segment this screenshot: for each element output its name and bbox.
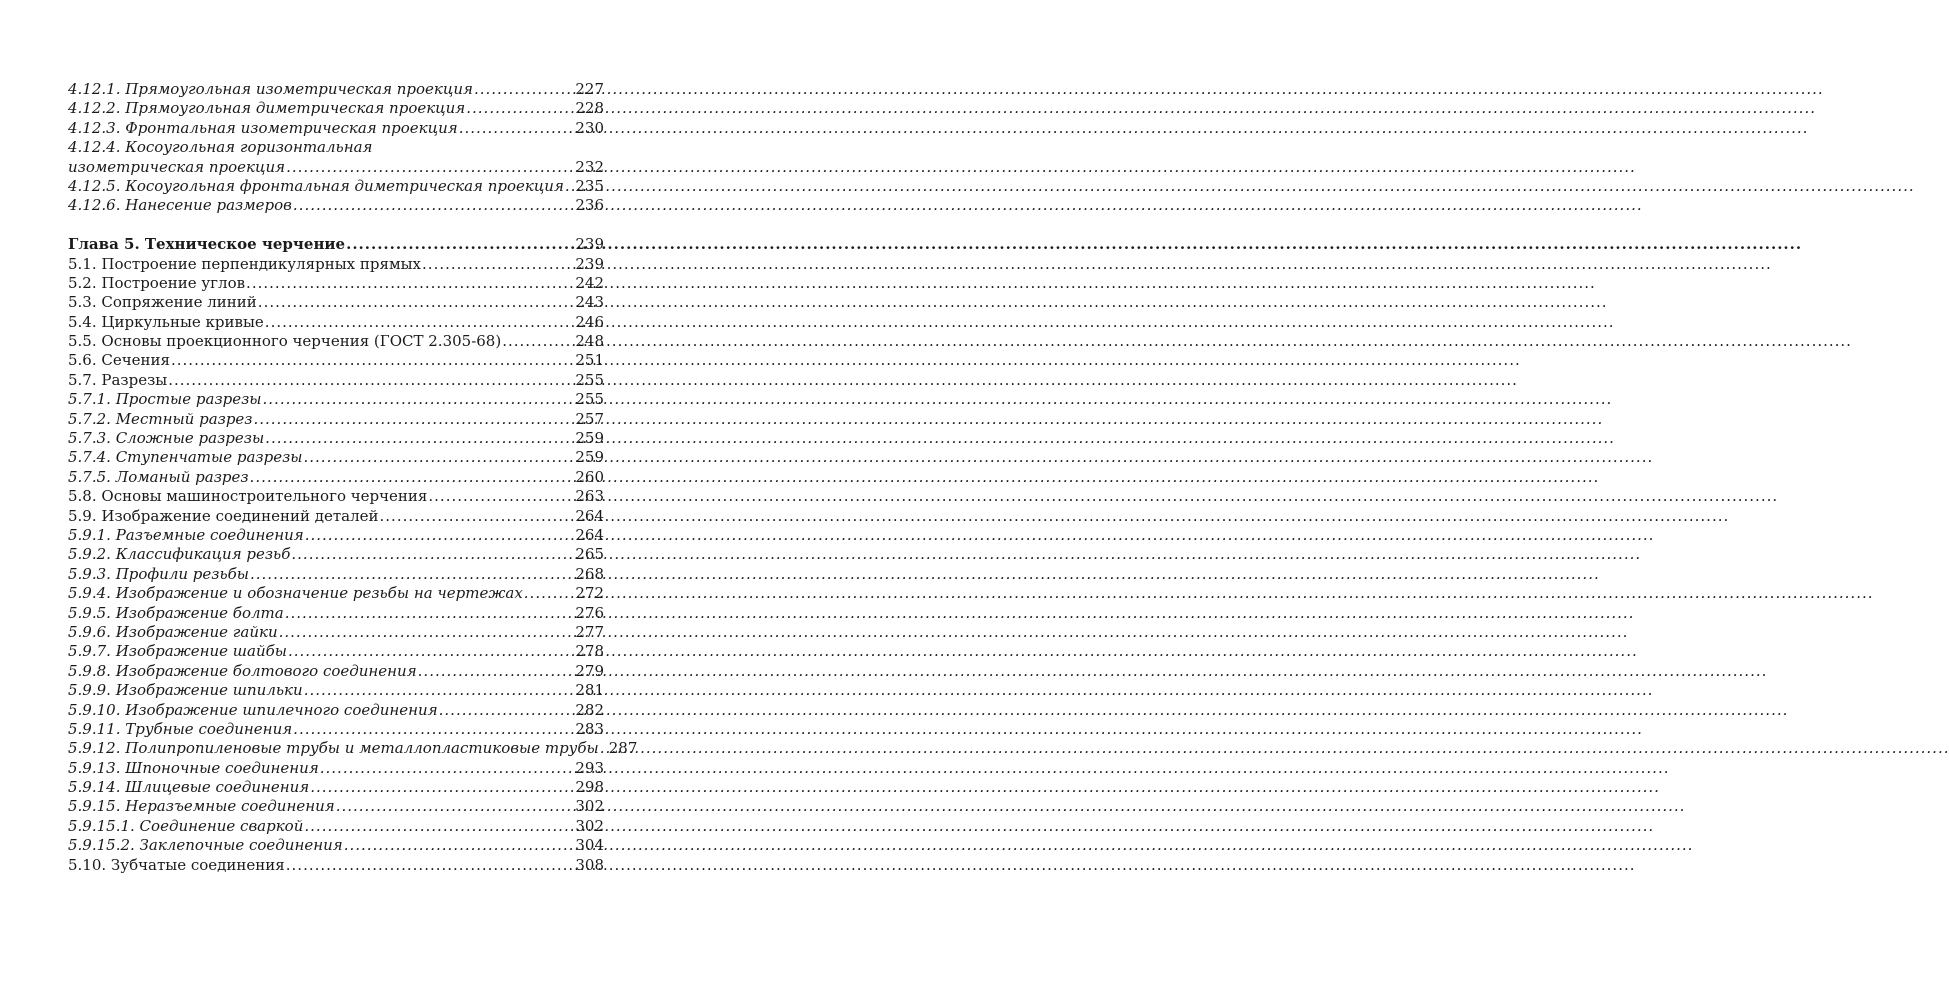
- toc-entry-title: изометрическая проекция: [68, 157, 286, 176]
- toc-entry-title: 5.7.1. Простые разрезы: [68, 390, 262, 409]
- toc-entry[interactable]: [68, 177, 604, 196]
- toc-entry-page-number: 236: [575, 196, 604, 215]
- toc-entry-page-number: 242: [575, 273, 604, 292]
- toc-entry-title: 5.6. Сечения: [68, 351, 170, 370]
- dot-leader: [250, 468, 575, 487]
- toc-entry[interactable]: [68, 856, 604, 875]
- toc-entry-page-number: 227: [575, 80, 604, 98]
- toc-entry-title: 4.12.6. Нанесение размеров: [68, 196, 292, 215]
- toc-entry-title: 5.9.6. Изображение гайки: [68, 622, 278, 641]
- toc-entry[interactable]: [68, 274, 604, 293]
- toc-entry[interactable]: [68, 235, 604, 254]
- toc-entry-page-number: 263: [575, 487, 604, 506]
- dot-leader: [305, 526, 575, 545]
- dot-leader: [346, 235, 574, 254]
- toc-entry-page-number: 228: [575, 99, 604, 118]
- toc-entry[interactable]: [68, 371, 604, 390]
- dot-leader: [502, 332, 574, 351]
- toc-entry-page-number: 268: [575, 564, 604, 583]
- dot-leader: [286, 856, 575, 875]
- toc-entry-title: 5.9.7. Изображение шайбы: [68, 642, 287, 661]
- dot-leader: [293, 196, 574, 215]
- toc-entry-title: 5.7.2. Местный разрез: [68, 409, 253, 428]
- dot-leader: [250, 565, 574, 584]
- toc-entry-title: 5.9.15.2. Заклепочные соединения: [68, 836, 343, 855]
- toc-entry-title: 5.4. Циркульные кривые: [68, 312, 264, 331]
- toc-entry[interactable]: [68, 739, 638, 758]
- toc-entry[interactable]: [68, 662, 604, 681]
- toc-entry[interactable]: [68, 778, 604, 797]
- toc-entry[interactable]: [68, 138, 604, 157]
- dot-leader: [459, 119, 575, 138]
- dot-leader: [168, 371, 574, 390]
- toc-entry[interactable]: [68, 487, 604, 506]
- toc-entry-title: 5.9.14. Шлицевые соединения: [68, 778, 310, 797]
- toc-entry-page-number: 276: [575, 603, 604, 622]
- toc-entry-page-number: 272: [575, 584, 604, 603]
- toc-entry-title: 5.7.3. Сложные разрезы: [68, 429, 265, 448]
- toc-entry-page-number: 255: [575, 390, 604, 409]
- dot-leader: [286, 158, 574, 177]
- dot-leader: [285, 604, 575, 623]
- toc-entry[interactable]: [68, 681, 604, 700]
- toc-entry[interactable]: [68, 468, 604, 487]
- toc-entry[interactable]: [68, 410, 604, 429]
- dot-leader: [524, 584, 575, 603]
- toc-entry-title: 5.9.12. Полипропиленовые трубы и металлопластиковые трубы: [68, 739, 599, 758]
- toc-entry-page-number: 277: [575, 622, 604, 641]
- toc-entry-page-number: 282: [575, 700, 604, 719]
- toc-entry-title: 5.8. Основы машиностроительного черчения: [68, 487, 428, 506]
- toc-entry-title: 5.5. Основы проекционного черчения (ГОСТ 2.305-68): [68, 332, 502, 351]
- toc-entry-page-number: 264: [575, 506, 604, 525]
- toc-entry-page-number: 260: [575, 467, 604, 486]
- dot-leader: [265, 429, 574, 448]
- dot-leader: [565, 177, 574, 196]
- toc-entry[interactable]: [68, 448, 604, 467]
- dot-leader: [171, 351, 574, 370]
- toc-entry-page-number: 265: [575, 545, 604, 564]
- toc-entry[interactable]: [68, 836, 604, 855]
- toc-entry-page-number: 243: [575, 293, 604, 312]
- toc-entry-title: 5.9.5. Изображение болта: [68, 603, 284, 622]
- dot-leader: [422, 255, 574, 274]
- toc-entry[interactable]: [68, 158, 604, 177]
- toc-entry[interactable]: [68, 584, 604, 603]
- toc-entry[interactable]: [68, 313, 604, 332]
- toc-entry[interactable]: [68, 80, 604, 99]
- toc-entry[interactable]: [68, 293, 604, 312]
- dot-leader: [304, 448, 575, 467]
- toc-entry[interactable]: [68, 817, 604, 836]
- toc-entry[interactable]: [68, 99, 604, 118]
- toc-entry-page-number: 302: [575, 816, 604, 835]
- toc-entry-title: 5.9.1. Разъемные соединения: [68, 525, 304, 544]
- dot-leader: [344, 836, 575, 855]
- toc-entry[interactable]: [68, 526, 604, 545]
- dot-leader: [258, 293, 575, 312]
- dot-leader: [263, 390, 575, 409]
- toc-entry[interactable]: [68, 759, 604, 778]
- toc-entry-title: 5.7.4. Ступенчатые разрезы: [68, 448, 303, 467]
- toc-entry-page-number: 235: [575, 176, 604, 195]
- toc-entry[interactable]: [68, 565, 604, 584]
- toc-entry[interactable]: [68, 797, 604, 816]
- toc-entry[interactable]: [68, 623, 604, 642]
- dot-leader: [304, 681, 575, 700]
- toc-entry[interactable]: [68, 429, 604, 448]
- dot-leader: [428, 487, 574, 506]
- toc-entry-page-number: 248: [575, 332, 604, 351]
- toc-entry-title: 5.9.9. Изображение шпильки: [68, 681, 303, 700]
- dot-leader: [439, 701, 575, 720]
- dot-leader: [600, 739, 608, 758]
- toc-entry-title: Глава 5. Техническое черчение: [68, 235, 346, 254]
- toc-entry-page-number: 304: [575, 836, 604, 855]
- toc-entry-page-number: 257: [575, 409, 604, 428]
- toc-entry-title: 5.1. Построение перпендикулярных прямых: [68, 254, 422, 273]
- toc-entry[interactable]: [68, 351, 604, 370]
- toc-entry-title: 5.3. Сопряжение линий: [68, 293, 257, 312]
- toc-entry-title: 5.9.4. Изображение и обозначение резьбы на чертежах: [68, 584, 523, 603]
- toc-entry-title: 4.12.2. Прямоугольная диметрическая проекция: [68, 99, 466, 118]
- toc-entry-page-number: 293: [575, 758, 604, 777]
- toc-entry-page-number: 259: [575, 448, 604, 467]
- toc-entry-page-number: 255: [575, 370, 604, 389]
- toc-entry[interactable]: [68, 507, 604, 526]
- dot-leader: [291, 545, 574, 564]
- toc-entry-title: 5.9.3. Профили резьбы: [68, 564, 249, 583]
- toc-entry-page-number: 302: [575, 797, 604, 816]
- dot-leader: [265, 313, 575, 332]
- toc-entry-title: 5.9. Изображение соединений деталей: [68, 506, 379, 525]
- toc-entry-page-number: 298: [575, 778, 604, 797]
- toc-entry-page-number: 308: [575, 855, 604, 874]
- toc-entry-page-number: 259: [575, 429, 604, 448]
- table-of-contents: [68, 80, 638, 875]
- dot-leader: [418, 662, 575, 681]
- toc-entry-page-number: 264: [575, 525, 604, 544]
- toc-entry[interactable]: [68, 390, 604, 409]
- toc-entry-title: 5.7.5. Ломаный разрез: [68, 467, 249, 486]
- toc-entry[interactable]: [68, 196, 604, 215]
- toc-entry[interactable]: [68, 332, 604, 351]
- toc-entry[interactable]: [68, 701, 604, 720]
- toc-entry-page-number: 239: [575, 254, 604, 273]
- dot-leader: [279, 623, 575, 642]
- toc-entry-title: 4.12.4. Косоугольная горизонтальная: [68, 138, 373, 157]
- dot-leader: [380, 507, 575, 526]
- toc-entry-title: 5.10. Зубчатые соединения: [68, 855, 285, 874]
- toc-entry-page-number: 283: [575, 719, 604, 738]
- toc-entry-page-number: 239: [575, 235, 604, 254]
- dot-leader: [246, 274, 574, 293]
- toc-entry-page-number: 246: [575, 312, 604, 331]
- dot-leader: [304, 817, 574, 836]
- toc-entry-title: 5.9.13. Шпоночные соединения: [68, 758, 319, 777]
- toc-entry-title: 5.9.2. Классификация резьб: [68, 545, 291, 564]
- dot-leader: [288, 642, 574, 661]
- dot-leader: [336, 797, 575, 816]
- dot-leader: [474, 80, 574, 99]
- toc-entry[interactable]: [68, 255, 604, 274]
- dot-leader: [320, 759, 575, 778]
- dot-leader: [466, 99, 574, 118]
- toc-entry-title: 5.9.10. Изображение шпилечного соединения: [68, 700, 438, 719]
- toc-entry-page-number: 232: [575, 157, 604, 176]
- toc-entry-title: 4.12.3. Фронтальная изометрическая проекция: [68, 118, 458, 137]
- toc-entry-page-number: 251: [575, 351, 604, 370]
- toc-entry[interactable]: [68, 642, 604, 661]
- toc-entry-title: 5.2. Построение углов: [68, 273, 246, 292]
- toc-entry-page-number: 287: [608, 739, 638, 758]
- toc-entry[interactable]: [68, 604, 604, 623]
- toc-entry[interactable]: [68, 545, 604, 564]
- toc-entry[interactable]: [68, 119, 604, 138]
- dot-leader: [253, 410, 574, 429]
- toc-entry-title: 4.12.5. Косоугольная фронтальная диметрическая проекция: [68, 176, 564, 195]
- toc-entry[interactable]: [68, 720, 604, 739]
- dot-leader: [310, 778, 574, 797]
- toc-entry-page-number: 281: [575, 681, 604, 700]
- dot-leader: [293, 720, 574, 739]
- toc-entry-title: 5.9.15. Неразъемные соединения: [68, 797, 335, 816]
- toc-entry-title: 5.9.8. Изображение болтового соединения: [68, 661, 417, 680]
- toc-entry-title: 5.7. Разрезы: [68, 370, 168, 389]
- toc-entry-title: 5.9.15.1. Соединение сваркой: [68, 816, 304, 835]
- toc-entry-page-number: 278: [575, 642, 604, 661]
- toc-entry-title: 4.12.1. Прямоугольная изометрическая проекция: [68, 80, 473, 98]
- toc-entry-title: 5.9.11. Трубные соединения: [68, 719, 293, 738]
- toc-entry-page-number: 279: [575, 661, 604, 680]
- toc-entry-page-number: 230: [575, 118, 604, 137]
